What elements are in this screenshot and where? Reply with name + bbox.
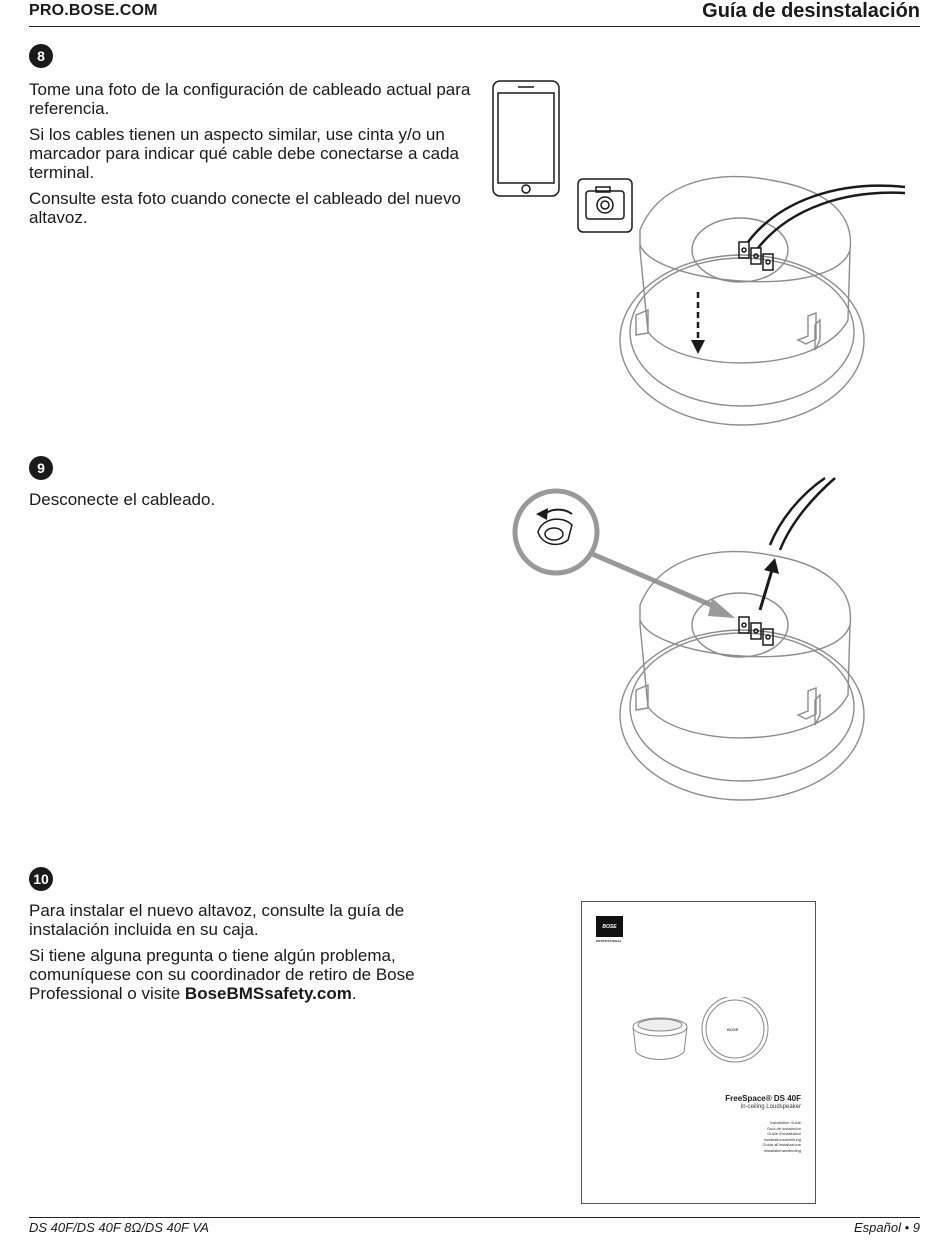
- speaker-illustration: [620, 177, 864, 425]
- step-8-paragraph: Consulte esta foto cuando conecte el cableado del nuevo altavoz.: [29, 189, 461, 227]
- header-divider: [29, 26, 920, 27]
- step-9-text: [29, 490, 479, 516]
- page-title: Guía de desinstalación: [702, 0, 920, 22]
- guide-product-title: FreeSpace® DS 40F: [725, 1094, 801, 1103]
- sentence-period: .: [351, 984, 357, 1003]
- installation-guide-cover: [581, 901, 816, 1204]
- phone-icon: [493, 81, 559, 196]
- step-8-paragraph: Si los cables tienen un aspecto similar, use cinta y/o un marcador para indicar qué cable debe conectarse a cada terminal.: [29, 125, 459, 182]
- step-10-text: [29, 901, 469, 1010]
- guide-language-item: Guide d'installation: [767, 1131, 801, 1136]
- site-url: PRO.BOSE.COM: [29, 2, 158, 19]
- step-10-contact-text: Si tiene alguna pregunta o tiene algún problema, comuníquese con su coordinador de retiro de Bose Professional o visite: [29, 946, 415, 1003]
- step-8-illustration: [480, 70, 920, 430]
- arrow-down-icon: [691, 292, 705, 354]
- footer-divider: [29, 1217, 920, 1218]
- speaker-wires: [748, 186, 905, 248]
- step-9-paragraph: Desconecte el cableado.: [29, 490, 216, 509]
- step-8-badge: 8: [29, 44, 53, 68]
- arrow-up-icon: [760, 558, 779, 610]
- speaker-wires: [770, 478, 835, 550]
- guide-language-item: Installationsanleitung: [763, 1136, 801, 1142]
- terminal-zoom-icon: [515, 491, 597, 573]
- step-9-badge: 9: [29, 456, 53, 480]
- guide-language-item: Guida all'installazione: [762, 1142, 801, 1147]
- guide-language-item: Guía de instalación: [766, 1125, 801, 1131]
- guide-speaker-image: [630, 997, 770, 1072]
- step-8-paragraph: Tome una foto de la configuración de cableado actual para referencia.: [29, 80, 471, 118]
- step-10-badge: 10: [29, 867, 53, 891]
- guide-language-list: [762, 1120, 801, 1153]
- guide-speaker-logo: BOSE: [727, 1027, 739, 1032]
- bose-logo: BOSE: [596, 916, 623, 937]
- bose-logo-subtitle: PROFESSIONAL: [596, 939, 623, 943]
- guide-language-item: Installation Guide: [770, 1120, 801, 1125]
- footer-page-number: Español • 9: [854, 1220, 920, 1235]
- step-10-paragraph: [29, 946, 469, 1003]
- footer-models: DS 40F/DS 40F 8Ω/DS 40F VA: [29, 1220, 209, 1235]
- guide-product-subtitle: In-ceiling Loudspeaker: [740, 1104, 801, 1110]
- callout-pointer: [590, 553, 735, 618]
- step-8-text: [29, 80, 479, 234]
- safety-website-link[interactable]: BoseBMSsafety.com: [184, 984, 352, 1003]
- speaker-illustration: [620, 552, 864, 800]
- guide-language-item: Installatiehandleiding: [763, 1147, 801, 1153]
- camera-icon: [578, 179, 632, 232]
- step-10-paragraph: Para instalar el nuevo altavoz, consulte la guía de instalación incluida en su caja.: [29, 901, 405, 939]
- step-9-illustration: [480, 470, 920, 810]
